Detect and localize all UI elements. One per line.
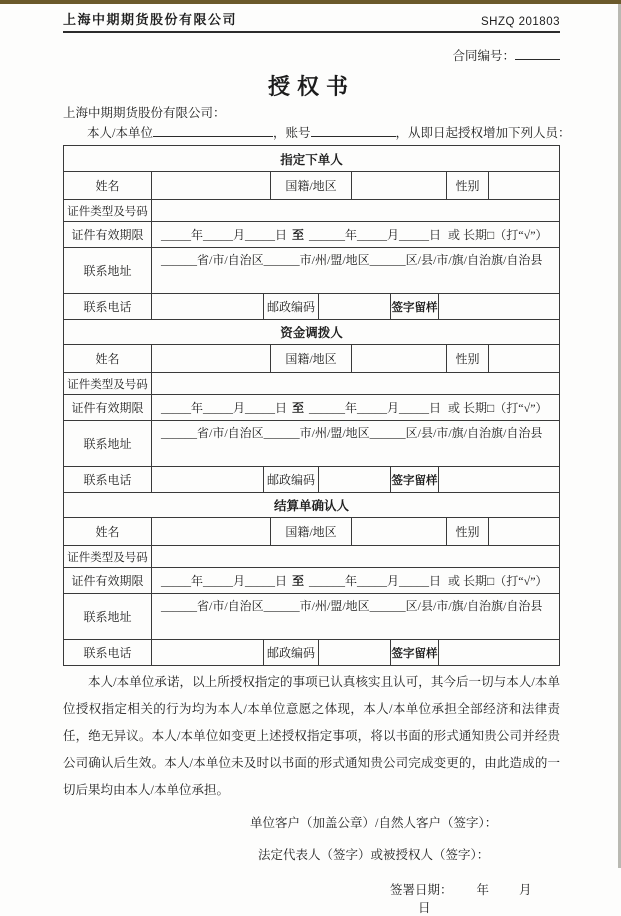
phone-value-cell — [151, 467, 263, 492]
validity-until: ______年_____月_____日 — [309, 574, 442, 588]
signature-sample-label: 签字留样 — [390, 640, 438, 665]
validity-from: _____年_____月_____日 — [161, 228, 288, 242]
validity-label: 证件有效期限 — [71, 401, 144, 415]
validity-to-word: 至 — [292, 401, 305, 415]
validity-value-cell — [151, 395, 559, 420]
validity-longterm-checkbox: 或 长期□（打“√”） — [448, 228, 548, 242]
address-value-cell — [151, 248, 559, 293]
section-header-row — [64, 319, 559, 344]
address-label: 联系地址 — [83, 437, 132, 451]
section-header-row — [64, 146, 559, 171]
phone-label: 联系电话 — [83, 646, 132, 660]
commitment-paragraph: 本人/本单位承诺，以上所授权指定的事项已认真核实且认可，其今后一切与本人/本单位授权指定相关的行为均为本人/本单位意愿之体现，本人/本单位承担全部经济和法律责任，绝无异议。本人/本单位如变更上述授权指定事项，将以书面的形式通知贵公司并经贵公司确认后生效。本人/本单位未及时以书面的形式通知贵公司完成变更的，由此造成的一切后果均由本人/本单位承担。 — [63, 675, 560, 797]
intro-part3: ，从即日起授权增加下列人员： — [395, 126, 571, 140]
contract-number-label: 合同编号： — [452, 49, 515, 63]
id-type-value-cell — [151, 546, 559, 567]
nationality-label: 国籍/地区 — [270, 172, 351, 199]
authorization-table — [63, 145, 560, 666]
id-type-value-cell — [151, 373, 559, 394]
id-type-label: 证件类型及号码 — [67, 205, 148, 218]
section-header-row — [64, 492, 559, 517]
address-template-line: ______省/市/自治区______市/州/盟/地区______区/县/市/旗/自治旗/自治县 — [161, 426, 543, 440]
name-value-cell — [151, 518, 270, 545]
id-type-label: 证件类型及号码 — [67, 378, 148, 391]
table-row — [64, 344, 559, 372]
validity-from: _____年_____月_____日 — [161, 401, 288, 415]
validity-label: 证件有效期限 — [71, 228, 144, 242]
name-label: 姓名 — [95, 352, 120, 366]
address-template-line: ______省/市/自治区______市/州/盟/地区______区/县/市/旗/自治旗/自治县 — [161, 599, 543, 613]
intro-part2: ，账号 — [272, 126, 311, 140]
table-row — [64, 247, 559, 293]
validity-from: _____年_____月_____日 — [161, 574, 288, 588]
sign-date-month-label: 月 — [519, 883, 532, 897]
table-row — [64, 221, 559, 247]
gender-value-cell — [488, 172, 559, 199]
sign-date-label: 签署日期： — [390, 883, 453, 897]
nationality-value-cell — [351, 345, 446, 372]
sign-date-day-label: 日 — [418, 901, 431, 915]
phone-value-cell — [151, 640, 263, 665]
postal-value-cell — [318, 640, 390, 665]
form-code: SHZQ 201803 — [480, 16, 560, 28]
table-row — [64, 567, 559, 593]
account-number-blank — [311, 124, 396, 137]
signature-sample-cell — [438, 640, 559, 665]
page-title: 授权书 — [267, 74, 355, 99]
intro-part1: 本人/本单位 — [87, 126, 153, 140]
name-value-cell — [151, 345, 270, 372]
name-label: 姓名 — [95, 179, 120, 193]
table-row — [64, 372, 559, 394]
salutation: 上海中期期货股份有限公司： — [63, 106, 226, 120]
gender-value-cell — [488, 345, 559, 372]
company-client-signature-line: 单位客户（加盖公章）/自然人客户（签字）： — [250, 816, 498, 830]
contract-number-line — [63, 46, 560, 63]
document-header — [63, 9, 560, 33]
id-type-value-cell — [151, 200, 559, 221]
address-value-cell — [151, 421, 559, 466]
table-row — [64, 171, 559, 199]
section-title: 结算单确认人 — [273, 499, 349, 513]
table-row — [64, 293, 559, 319]
postal-value-cell — [318, 294, 390, 319]
gender-label: 性别 — [446, 345, 488, 372]
gender-value-cell — [488, 518, 559, 545]
address-label: 联系地址 — [83, 264, 132, 278]
gender-label: 性别 — [446, 172, 488, 199]
address-label: 联系地址 — [83, 610, 132, 624]
nationality-value-cell — [351, 518, 446, 545]
table-row — [64, 394, 559, 420]
validity-label: 证件有效期限 — [71, 574, 144, 588]
postal-label: 邮政编码 — [263, 467, 318, 492]
signature-sample-cell — [438, 294, 559, 319]
signature-sample-cell — [438, 467, 559, 492]
phone-value-cell — [151, 294, 263, 319]
validity-value-cell — [151, 222, 559, 247]
name-label: 姓名 — [95, 525, 120, 539]
sign-date-year-label: 年 — [476, 883, 490, 897]
table-row — [64, 517, 559, 545]
address-value-cell — [151, 594, 559, 639]
contract-number-blank — [515, 47, 560, 60]
table-row — [64, 199, 559, 221]
table-row — [64, 420, 559, 466]
name-value-cell — [151, 172, 270, 199]
phone-label: 联系电话 — [83, 473, 132, 487]
postal-label: 邮政编码 — [263, 294, 318, 319]
postal-label: 邮政编码 — [263, 640, 318, 665]
validity-value-cell — [151, 568, 559, 593]
table-row — [64, 545, 559, 567]
table-row — [64, 593, 559, 639]
legal-representative-signature-line: 法定代表人（签字）或被授权人（签字）： — [258, 848, 490, 862]
validity-to-word: 至 — [292, 228, 305, 242]
postal-value-cell — [318, 467, 390, 492]
table-row — [64, 639, 559, 665]
section-title: 资金调拨人 — [280, 326, 343, 340]
nationality-label: 国籍/地区 — [270, 518, 351, 545]
id-type-label: 证件类型及号码 — [67, 551, 148, 564]
nationality-label: 国籍/地区 — [270, 345, 351, 372]
phone-label: 联系电话 — [83, 300, 132, 314]
validity-until: ______年_____月_____日 — [309, 401, 442, 415]
address-template-line: ______省/市/自治区______市/州/盟/地区______区/县/市/旗/自治旗/自治县 — [161, 253, 543, 267]
validity-longterm-checkbox: 或 长期□（打“√”） — [448, 401, 548, 415]
table-row — [64, 466, 559, 492]
signature-sample-label: 签字留样 — [390, 294, 438, 319]
client-name-blank — [153, 124, 273, 137]
section-title: 指定下单人 — [280, 152, 343, 167]
validity-to-word: 至 — [292, 574, 305, 588]
signature-sample-label: 签字留样 — [390, 467, 438, 492]
nationality-value-cell — [351, 172, 446, 199]
sign-date-line — [390, 880, 560, 916]
gender-label: 性别 — [446, 518, 488, 545]
company-name: 上海中期期货股份有限公司 — [63, 12, 238, 27]
validity-longterm-checkbox: 或 长期□（打“√”） — [448, 574, 548, 588]
validity-until: ______年_____月_____日 — [309, 228, 442, 242]
intro-line — [63, 123, 571, 141]
